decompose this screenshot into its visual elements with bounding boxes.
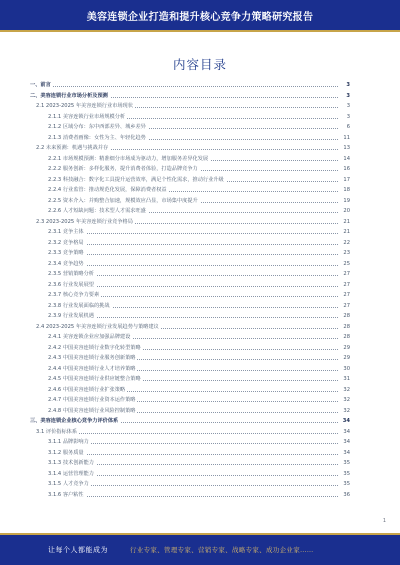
toc-entry-text: 2.3.8 行业发展面临的挑战 [30, 301, 112, 312]
toc-entry-text: 一、前言 [30, 80, 53, 91]
toc-entry-text: 二、美容连锁行业市场分析及预测 [30, 91, 110, 102]
toc-entry[interactable] [30, 395, 350, 406]
toc-entry-page: 35 [338, 479, 350, 490]
header-gold-divider [0, 30, 400, 32]
toc-entry-text: 2.4 2023-2025 年美容连锁行业发展趋势与策略建议 [30, 322, 161, 333]
toc-entry-text: 2.4.3 中国美容连锁行业服务创新策略 [30, 353, 137, 364]
toc-entry[interactable] [30, 374, 350, 385]
toc-entry-page: 17 [338, 175, 350, 186]
toc-entry[interactable] [30, 133, 350, 144]
toc-entry-text: 2.3.2 竞争格局 [30, 238, 86, 249]
toc-entry-text: 2.1.2 区域分布：东中西部差异、城乡差异 [30, 122, 148, 133]
toc-entry-text: 2.4.7 中国美容连锁行业资本运作策略 [30, 395, 137, 406]
toc-entry-page: 11 [338, 133, 350, 144]
toc-entry-text: 2.2.5 资本介入：并购整合加速，规模效应凸显，市场集中度提升 [30, 196, 200, 207]
toc-entry[interactable] [30, 248, 350, 259]
toc-entry-page: 36 [338, 490, 350, 501]
toc-entry-page: 27 [338, 269, 350, 280]
toc-entry-text: 2.1 2023-2025 年美容连锁行业市场现状 [30, 101, 135, 112]
toc-entry-page: 35 [338, 469, 350, 480]
toc-entry[interactable] [30, 301, 350, 312]
toc-entry-text: 2.4.2 中国美容连锁行业数字化转型策略 [30, 343, 143, 354]
toc-entry-page: 22 [338, 238, 350, 249]
toc-entry-page: 3 [338, 112, 350, 123]
toc-entry[interactable] [30, 290, 350, 301]
toc-entry-page: 32 [338, 385, 350, 396]
toc-entry-page: 28 [338, 332, 350, 343]
toc-entry[interactable] [30, 91, 350, 102]
toc-entry[interactable] [30, 364, 350, 375]
toc-entry[interactable] [30, 322, 350, 333]
toc-entry-page: 34 [338, 416, 350, 427]
toc-entry-page: 3 [338, 91, 350, 102]
toc-entry[interactable] [30, 206, 350, 217]
toc-entry-page: 34 [338, 448, 350, 459]
toc-leader-dots [30, 86, 338, 87]
toc-entry-page: 21 [338, 217, 350, 228]
toc-entry-text: 2.2.2 服务创新：多样化服务，提升消费者体验，打造品牌竞争力 [30, 164, 200, 175]
toc-entry[interactable] [30, 185, 350, 196]
toc-entry-page: 34 [338, 437, 350, 448]
page-number: 1 [382, 518, 386, 524]
toc-entry[interactable] [30, 311, 350, 322]
toc-entry-text: 3.1.3 技术创新能力 [30, 458, 96, 469]
toc-entry-page: 3 [338, 101, 350, 112]
toc-entry-text: 2.4.5 中国美容连锁行业供应链整合策略 [30, 374, 143, 385]
toc-entry-text: 2.4.6 中国美容连锁行业扩张策略 [30, 385, 127, 396]
toc-entry[interactable] [30, 175, 350, 186]
toc-entry[interactable] [30, 269, 350, 280]
toc-entry[interactable] [30, 343, 350, 354]
toc-entry[interactable] [30, 353, 350, 364]
toc-entry[interactable] [30, 164, 350, 175]
toc-entry-page: 29 [338, 343, 350, 354]
toc-entry-page: 6 [338, 122, 350, 133]
toc-entry-page: 14 [338, 154, 350, 165]
toc-entry-page: 28 [338, 322, 350, 333]
toc-entry[interactable] [30, 122, 350, 133]
toc-entry-text: 2.3.1 竞争主体 [30, 227, 86, 238]
toc-entry[interactable] [30, 227, 350, 238]
toc-entry-page: 35 [338, 458, 350, 469]
toc-entry[interactable] [30, 259, 350, 270]
toc-entry[interactable] [30, 332, 350, 343]
toc-entry[interactable] [30, 458, 350, 469]
toc-entry-text: 2.4.8 中国美容连锁行业风险控制策略 [30, 406, 137, 417]
toc-entry-text: 2.1.3 消费者画像：女性为主、年轻化趋势 [30, 133, 148, 144]
toc-entry-text: 2.3.4 竞争趋势 [30, 259, 86, 270]
toc-entry-page: 18 [338, 185, 350, 196]
toc-entry-page: 19 [338, 196, 350, 207]
toc-heading: 内容目录 [172, 57, 227, 72]
toc-entry[interactable] [30, 238, 350, 249]
toc-entry-page: 20 [338, 206, 350, 217]
toc-entry-text: 3.1.5 人才竞争力 [30, 479, 91, 490]
toc-entry-text: 2.3.3 竞争策略 [30, 248, 86, 259]
toc-entry[interactable] [30, 112, 350, 123]
toc-entry-text: 2.2.6 人才短缺问题：技术型人才需求旺盛 [30, 206, 148, 217]
toc-entry[interactable] [30, 280, 350, 291]
toc-entry-page: 32 [338, 395, 350, 406]
toc-entry[interactable] [30, 406, 350, 417]
toc-entry-text: 3.1.6 客户粘性 [30, 490, 86, 501]
toc-entry-text: 3.1.1 品牌影响力 [30, 437, 91, 448]
toc-entry-text: 3.1 评价指标体系 [30, 427, 79, 438]
toc-entry-page: 34 [338, 427, 350, 438]
toc-entry[interactable] [30, 448, 350, 459]
toc-entry-text: 2.3.9 行业发展机遇 [30, 311, 96, 322]
toc-entry-page: 21 [338, 227, 350, 238]
toc-entry[interactable] [30, 80, 350, 91]
toc-entry[interactable] [30, 490, 350, 501]
toc-entry-page: 30 [338, 364, 350, 375]
toc-entry-text: 2.2 未来预测：机遇与挑战并存 [30, 143, 110, 154]
toc-entry-text: 3.1.2 服务质量 [30, 448, 86, 459]
toc-entry-text: 2.4.4 中国美容连锁行业人才培养策略 [30, 364, 137, 375]
toc-entry-text: 3.1.4 运营管理能力 [30, 469, 96, 480]
toc-entry[interactable] [30, 469, 350, 480]
toc-entry[interactable] [30, 385, 350, 396]
toc-entry-text: 2.4.1 美容连锁企业应加强品牌建设 [30, 332, 132, 343]
toc-entry-page: 13 [338, 143, 350, 154]
toc-entry[interactable] [30, 143, 350, 154]
toc-entry-text: 2.3.7 核心竞争力要素 [30, 290, 101, 301]
toc-entry[interactable] [30, 154, 350, 165]
toc-entry-text: 2.3.5 营销策略分析 [30, 269, 96, 280]
toc-entry-text: 2.2.4 行业监管：推动规范化发展，保障消费者权益 [30, 185, 169, 196]
toc-entry-page: 3 [338, 80, 350, 91]
toc-entry-page: 27 [338, 290, 350, 301]
table-of-contents [30, 80, 350, 500]
toc-entry-text: 2.2.1 市场规模预测：精准细分市场成为驱动力，增加服务差异化发展 [30, 154, 210, 165]
toc-entry[interactable] [30, 437, 350, 448]
toc-entry-text: 2.1.1 美容连锁行业市场规模分析 [30, 112, 127, 123]
toc-entry-page: 27 [338, 301, 350, 312]
toc-entry-page: 27 [338, 280, 350, 291]
toc-entry[interactable] [30, 427, 350, 438]
toc-entry-text: 2.3 2023-2025 年美容连锁行业竞争格局 [30, 217, 135, 228]
toc-entry[interactable] [30, 416, 350, 427]
footer-roles: 行业专家、管理专家、营销专家、战略专家、成功企业家…… [130, 546, 314, 554]
toc-entry-page: 32 [338, 406, 350, 417]
toc-entry-page: 29 [338, 353, 350, 364]
toc-entry-page: 31 [338, 374, 350, 385]
toc-entry-text: 2.3.6 行业发展展望 [30, 280, 96, 291]
toc-entry-page: 23 [338, 248, 350, 259]
toc-entry-text: 2.2.3 科技融合：数字化工具提升运营效率，满足个性化需求，推动行业升级 [30, 175, 226, 186]
footer-slogan: 让每个人都能成为 [48, 546, 108, 554]
toc-entry[interactable] [30, 217, 350, 228]
report-title: 美容连锁企业打造和提升核心竞争力策略研究报告 [86, 12, 314, 23]
toc-entry-page: 28 [338, 311, 350, 322]
toc-entry-page: 25 [338, 259, 350, 270]
toc-entry-text: 三、美容连锁企业核心竞争力评价体系 [30, 416, 120, 427]
toc-entry-page: 16 [338, 164, 350, 175]
toc-entry[interactable] [30, 101, 350, 112]
toc-entry[interactable] [30, 196, 350, 207]
toc-entry[interactable] [30, 479, 350, 490]
